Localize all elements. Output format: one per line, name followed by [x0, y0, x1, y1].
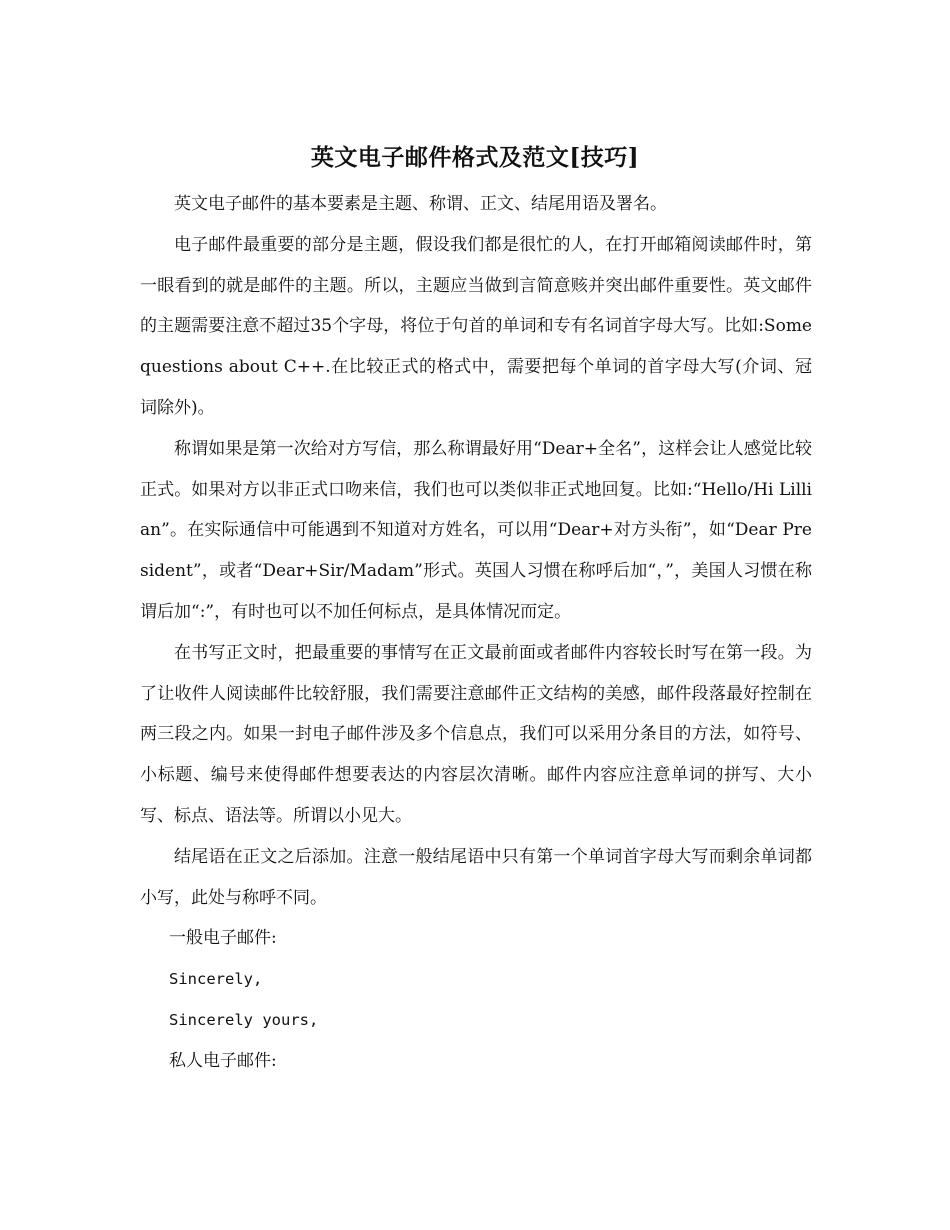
- paragraph-salutation: 称谓如果是第一次给对方写信，那么称谓最好用“Dear+全名”，这样会让人感觉比较正式。如果对方以非正式口吻来信，我们也可以类似非正式地回复。比如:“Hello/Hi Lillian”。在实际通信中可能遇到不知道对方姓名，可以用“Dear+对方头衔”，如“Dear President”，或者“Dear+Sir/Madam”形式。英国人习惯在称呼后加“，”，美国人习惯在称谓后加“:”，有时也可以不加任何标点，是具体情况而定。: [140, 438, 812, 622]
- paragraph-closing: 结尾语在正文之后添加。注意一般结尾语中只有第一个单词首字母大写而剩余单词都小写，此处与称呼不同。: [140, 846, 812, 908]
- document-title: 英文电子邮件格式及范文[技巧]: [310, 144, 640, 171]
- closing-example-sincerely-yours: Sincerely yours,: [169, 1010, 319, 1029]
- document-body: [140, 184, 812, 1082]
- personal-email-label: 私人电子邮件:: [169, 1050, 277, 1071]
- closing-example-sincerely: Sincerely,: [169, 970, 263, 989]
- general-email-label: 一般电子邮件:: [169, 928, 277, 949]
- paragraph-subject: 电子邮件最重要的部分是主题，假设我们都是很忙的人，在打开邮箱阅读邮件时，第一眼看到的就是邮件的主题。所以，主题应当做到言简意赅并突出邮件重要性。英文邮件的主题需要注意不超过35个字母，将位于句首的单词和专有名词首字母大写。比如:Some questions about C++.在比较正式的格式中，需要把每个单词的首字母大写(介词、冠词除外)。: [140, 234, 812, 418]
- paragraph-body-text: 在书写正文时，把最重要的事情写在正文最前面或者邮件内容较长时写在第一段。为了让收件人阅读邮件比较舒服，我们需要注意邮件正文结构的美感，邮件段落最好控制在两三段之内。如果一封电子邮件涉及多个信息点，我们可以采用分条目的方法，如符号、小标题、编号来使得邮件想要表达的内容层次清晰。邮件内容应注意单词的拼写、大小写、标点、语法等。所谓以小见大。: [140, 642, 812, 826]
- paragraph-intro: 英文电子邮件的基本要素是主题、称谓、正文、结尾用语及署名。: [174, 194, 667, 214]
